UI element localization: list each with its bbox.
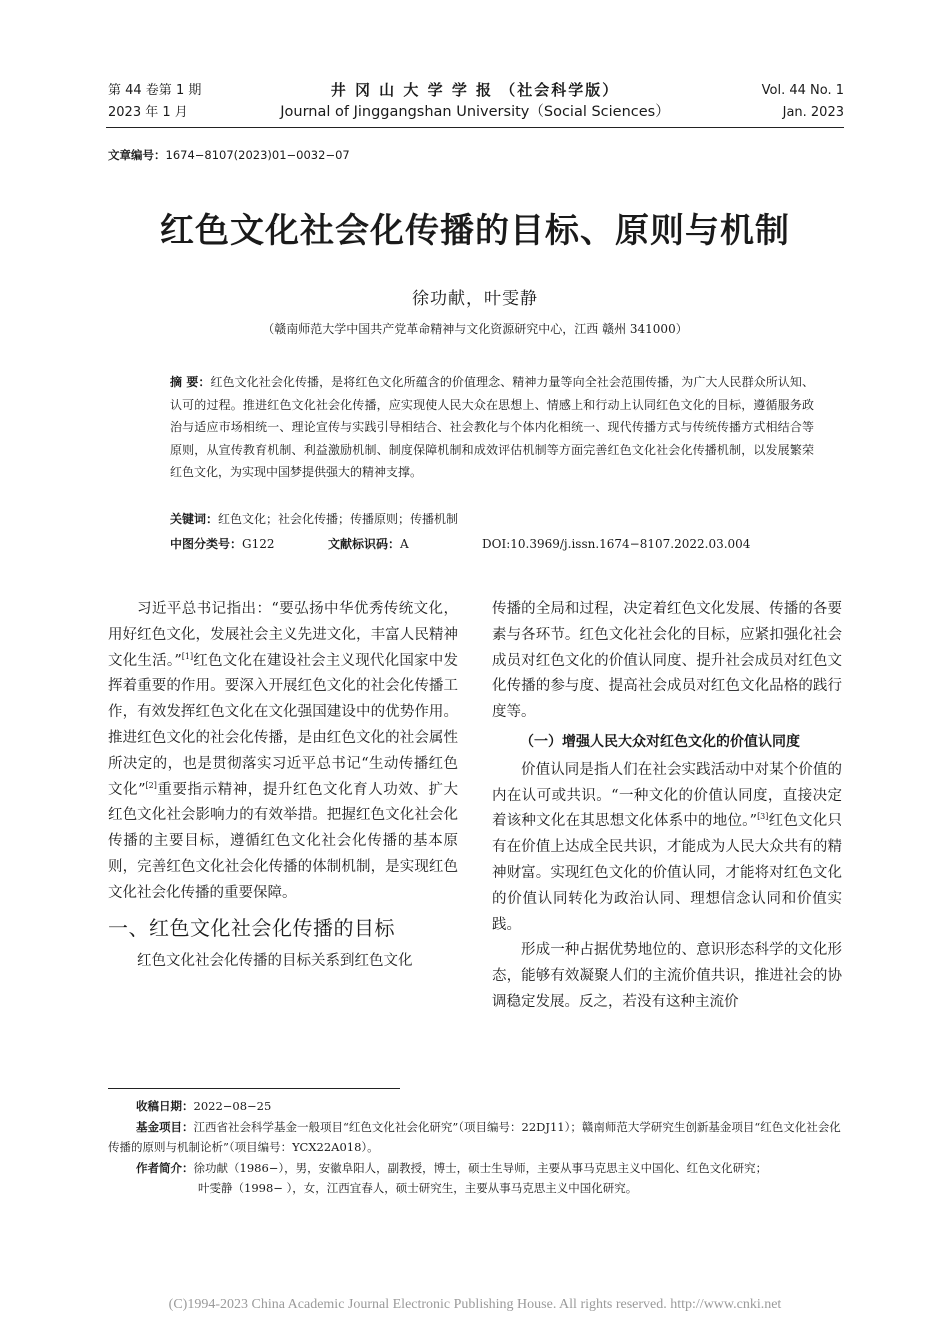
issue-volume: 第 44 卷第 1 期 xyxy=(108,83,202,98)
abstract-text: 红色文化社会化传播，是将红色文化所蕴含的价值理念、精神力量等向全社会范围传播，为广大人民群众所认知、认可的过程。推进红色文化社会化传播，应实现使人民大众在思想上、情感上和行动上认同红色文化的目标，遵循服务政治与适应市场相统一、理论宣传与实践引导相结合、社会教化与个体内化相统一、现代传播方式与传统传播方式相结合等原则，从宣传教育机制、利益激励机制、制度保障机制和成效评估机制等方面完善红色文化社会化传播机制，以发展繁荣红色文化，为实现中国梦提供强大的精神支撑。 xyxy=(170,375,814,479)
clc-label: 中图分类号： xyxy=(170,537,243,551)
received-date xyxy=(108,1096,848,1117)
citation-ref: [3] xyxy=(757,812,769,822)
article-number-value: 1674−8107(2023)01−0032−07 xyxy=(165,148,350,162)
subsection-heading: （一）增强人民大众对红色文化的价值认同度 xyxy=(520,733,800,750)
doc-code-label: 文献标识码： xyxy=(328,537,401,551)
author-affiliation: （赣南师范大学中国共产党革命精神与文化资源研究中心，江西 赣州 341000） xyxy=(262,322,688,336)
body-paragraph: 传播的全局和过程，决定着红色文化发展、传播的各要素与各环节。红色文化社会化的目标，应紧扣强化社会成员对红色文化的价值认同度、提升社会成员对红色文化传播的参与度、提高社会成员对红色文化品格的践行度等。 xyxy=(492,601,842,721)
keywords-label: 关键词： xyxy=(170,512,219,526)
journal-title-en: Journal of Jinggangshan University（Social Sciences） xyxy=(280,104,670,120)
footnotes xyxy=(108,1096,848,1199)
body-paragraph xyxy=(108,597,458,907)
paragraph-text: 红色文化只有在价值上达成全民共识，才能成为人民大众共有的精神财富。实现红色文化的价值认同，才能将对红色文化的价值认同转化为政治认同、理想信念认同和价值实践。 xyxy=(492,813,842,933)
body-column-right xyxy=(492,597,842,1016)
paragraph-text: 重要指示精神，提升红色文化育人功效、扩大红色文化社会影响力的有效举措。把握红色文化社会化传播的主要目标，遵循红色文化社会化传播的基本原则，完善红色文化社会化传播的体制机制，是实现红色文化社会化传播的重要保障。 xyxy=(108,781,458,901)
article-number xyxy=(108,147,350,163)
received-value: 2022−08−25 xyxy=(193,1099,272,1113)
paragraph-text: 习近平总书记指出：“要弘扬中华优秀传统文化，用好红色文化，发展社会主义先进文化，丰富人民精神文化生活。” xyxy=(108,601,458,669)
header-rule xyxy=(106,127,844,128)
fund-label: 基金项目： xyxy=(136,1119,194,1134)
paragraph-text: 价值认同是指人们在社会实践活动中对某个价值的内在认可或共识。“一种文化的价值认同度，直接决定着该种文化在其思想文化体系中的地位。” xyxy=(492,761,842,830)
citation-ref: [1] xyxy=(181,651,194,661)
abstract-label: 摘 要： xyxy=(170,375,211,389)
keywords xyxy=(170,510,458,527)
fund-info xyxy=(108,1117,848,1158)
journal-title xyxy=(250,79,700,123)
clc-value: G122 xyxy=(242,537,275,551)
abstract xyxy=(170,371,814,484)
issue-date-en: Jan. 2023 xyxy=(782,105,844,120)
paper-title: 红色文化社会化传播的目标、原则与机制 xyxy=(160,211,790,251)
paper-authors: 徐功献，叶雯静 xyxy=(412,289,538,309)
doi: DOI:10.3969/j.issn.1674−8107.2022.03.004 xyxy=(482,537,751,551)
keywords-value: 红色文化；社会化传播；传播原则；传播机制 xyxy=(218,512,459,526)
issue-info xyxy=(108,80,201,124)
author-bio-second: 叶雯静（1998− ），女，江西宜春人，硕士研究生，主要从事马克思主义中国化研究。 xyxy=(198,1181,638,1195)
fund-value: 江西省社会科学基金一般项目“红色文化社会化研究”（项目编号：22DJ11）；赣南师范大学研究生创新基金项目“红色文化社会化传播的原则与机制论析”（项目编号：YCX22A018）。 xyxy=(108,1119,841,1154)
copyright-notice: (C)1994-2023 China Academic Journal Electronic Publishing House. All rights reserved. http://www.cnki.net xyxy=(168,1297,782,1312)
citation-ref: [2] xyxy=(145,780,157,790)
doc-code-value: A xyxy=(400,537,409,551)
issue-volume-en: Vol. 44 No. 1 xyxy=(761,83,844,98)
section-heading: 一、红色文化社会化传播的目标 xyxy=(108,915,395,940)
article-number-label: 文章编号： xyxy=(108,148,166,162)
issue-date: 2023 年 1 月 xyxy=(108,105,188,120)
body-paragraph xyxy=(492,758,842,939)
clc-code xyxy=(170,535,328,552)
body-paragraph: 红色文化社会化传播的目标关系到红色文化 xyxy=(137,952,413,969)
footnote-rule xyxy=(108,1088,400,1089)
journal-title-cn: 井 冈 山 大 学 学 报 （社会科学版） xyxy=(330,81,620,99)
body-paragraph: 形成一种占据优势地位的、意识形态科学的文化形态，能够有效凝聚人们的主流价值共识，推进社会的协调稳定发展。反之，若没有这种主流价 xyxy=(492,942,842,1010)
document-code xyxy=(328,535,482,552)
body-column-left xyxy=(108,597,458,974)
received-label: 收稿日期： xyxy=(136,1099,194,1113)
paragraph-text: 红色文化在建设社会主义现代化国家中发挥着重要的作用。要深入开展红色文化的社会化传播工作，有效发挥红色文化在文化强国建设中的优势作用。推进红色文化的社会化传播，是由红色文化的社会属性所决定的，也是贯彻落实习近平总书记“生动传播红色文化” xyxy=(108,652,458,798)
author-bio xyxy=(108,1158,848,1179)
classification-line xyxy=(170,535,820,552)
issue-info-en xyxy=(762,80,844,124)
author-bio-label: 作者简介： xyxy=(136,1160,194,1175)
author-bio-value: 徐功献（1986−），男，安徽阜阳人，副教授，博士，硕士生导师，主要从事马克思主义中国化、红色文化研究； xyxy=(193,1160,768,1175)
